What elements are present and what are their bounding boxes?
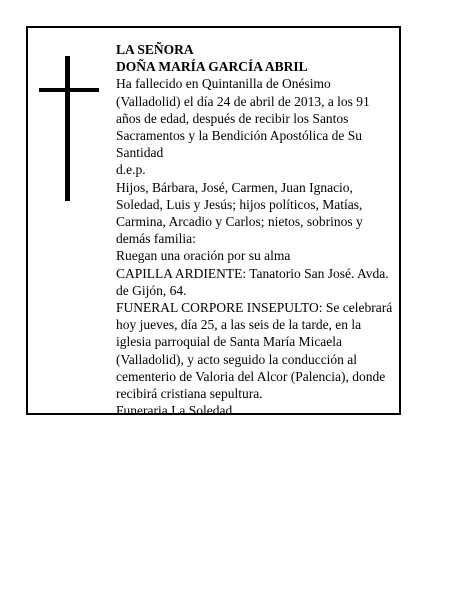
prayer-request: Ruegan una oración por su alma: [116, 248, 291, 264]
death-announcement: Ha fallecido en Quintanilla de Onésimo (Valladolid) el día 24 de abril de 2013, a los 91 años de edad, después de recibir los Santos Sacramentos y la Bendición Apostólica de Su Santidad: [116, 76, 370, 161]
obituary-notice: [26, 26, 401, 419]
deceased-name: DOÑA MARÍA GARCÍA ABRIL: [116, 59, 308, 75]
notice-text: [116, 41, 394, 419]
notice-title-line1: LA SEÑORA: [116, 42, 194, 57]
funeral-details: FUNERAL CORPORE INSEPULTO: Se celebrará hoy jueves, día 25, a las seis de la tarde, en la iglesia parroquial de Santa María Micaela (Valladolid), y acto seguido la conducción al cementerio de Valoria del Alcor (Palencia), donde recibirá cristiana sepultura.: [116, 300, 393, 402]
cross-icon: [39, 56, 99, 201]
cross-vertical-bar: [65, 56, 70, 201]
cross-horizontal-bar: [39, 88, 99, 92]
family-list: Hijos, Bárbara, José, Carmen, Juan Ignacio, Soledad, Luis y Jesús; hijos políticos, Matías, Carmina, Arcadio y Carlos; nietos, sobrinos y demás familia:: [116, 179, 363, 247]
funeral-home: Funeraria La Soledad: [116, 403, 233, 419]
capilla-ardiente: CAPILLA ARDIENTE: Tanatorio San José. Avda. de Gijón, 64.: [116, 265, 389, 298]
dep-abbreviation: d.e.p.: [116, 162, 146, 178]
